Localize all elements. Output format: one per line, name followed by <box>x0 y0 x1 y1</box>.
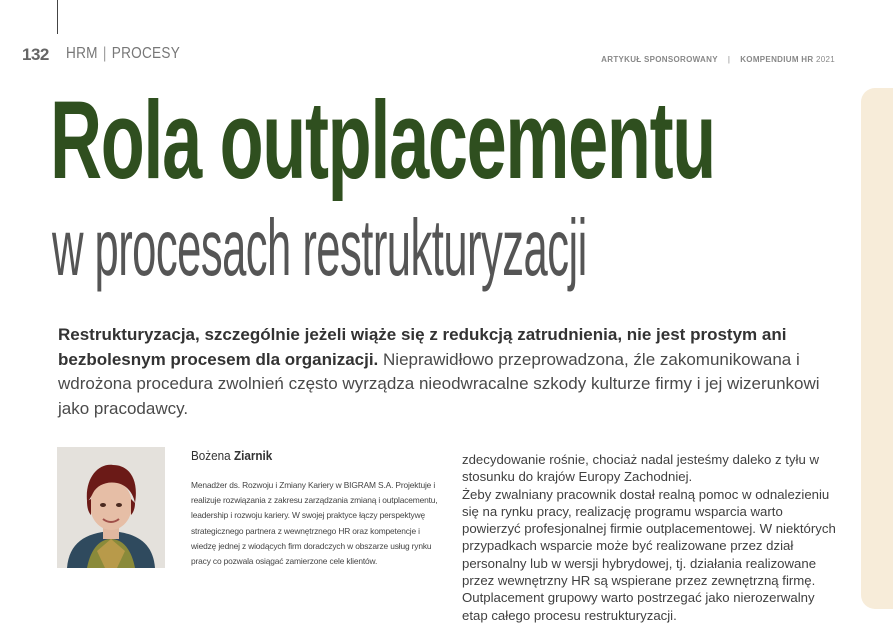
body-paragraph: Żeby zwalniany pracownik dostał realną pomoc w odnalezieniu się na rynku pracy, realizację programu wsparcia warto powierzyć profesjonalnej firmie outplacementowej. W niektórych przypadkach wsparcie może być realizowane przez dział personalny lub w wersji hybrydowej, tj. działania realizowane przez wewnętrzny HR są wspierane przez zewnętrzną firmę. Outplacement grupowy warto postrzegać jako nierozerwalny etap całego procesu restrukturyzacji. <box>462 486 836 623</box>
body-paragraph: zdecydowanie rośnie, chociaż nadal jesteśmy daleko z tyłu w stosunku do krajów Europy Zachodniej. <box>462 452 819 485</box>
article-body-column <box>462 451 842 624</box>
author-portrait-image <box>57 447 165 568</box>
lead-bold: Restrukturyzacja, szczególnie jeżeli wiąże się z redukcją zatrudnienia, nie jest prostym ani bezbolesnym procesem dla organizacji. <box>58 325 787 369</box>
page-edge-tab <box>861 88 893 609</box>
article-subtitle: w procesach restrukturyzacji <box>52 203 587 292</box>
section-primary: HRM <box>66 45 98 62</box>
author-last-name: Ziarnik <box>233 448 273 463</box>
author-photo <box>57 447 165 568</box>
author-first-name: Bożena <box>191 448 231 463</box>
running-header <box>601 55 835 64</box>
page-number: 132 <box>22 45 49 64</box>
author-bio: Menadżer ds. Rozwoju i Zmiany Kariery w BIGRAM S.A. Projektuje i realizuje rozwiązania z zakresu zarządzania zmianą i outplacementu, leadership i rozwoju kariery. W swojej praktyce łączy perspektywę strategicznego partnera z wewnętrznego HR oraz kompetencje i wiedzę jednej z wiodących firm doradczych w obszarze usług rynku pracy co pozwala osiągać zamierzone cele klientów. <box>191 480 438 567</box>
publication-name: KOMPENDIUM HR <box>740 55 814 64</box>
section-separator: | <box>102 45 107 62</box>
section-secondary: PROCESY <box>111 45 181 62</box>
publication-year: 2021 <box>816 55 835 64</box>
header-separator: | <box>727 55 731 64</box>
article-title: Rola outplacementu <box>50 79 715 202</box>
article-lead <box>58 323 828 421</box>
lead-regular: Nieprawidłowo przeprowadzona, źle zakomunikowana i wdrożona procedura zwolnień często wyrządza nieodwracalne szkody kulturze firmy i jej wizerunkowi jako pracodawcy. <box>58 349 820 418</box>
author-name <box>191 448 272 463</box>
section-label <box>66 45 180 63</box>
sponsored-label: ARTYKUŁ SPONSOROWANY <box>601 55 718 64</box>
top-divider-line <box>57 0 58 34</box>
